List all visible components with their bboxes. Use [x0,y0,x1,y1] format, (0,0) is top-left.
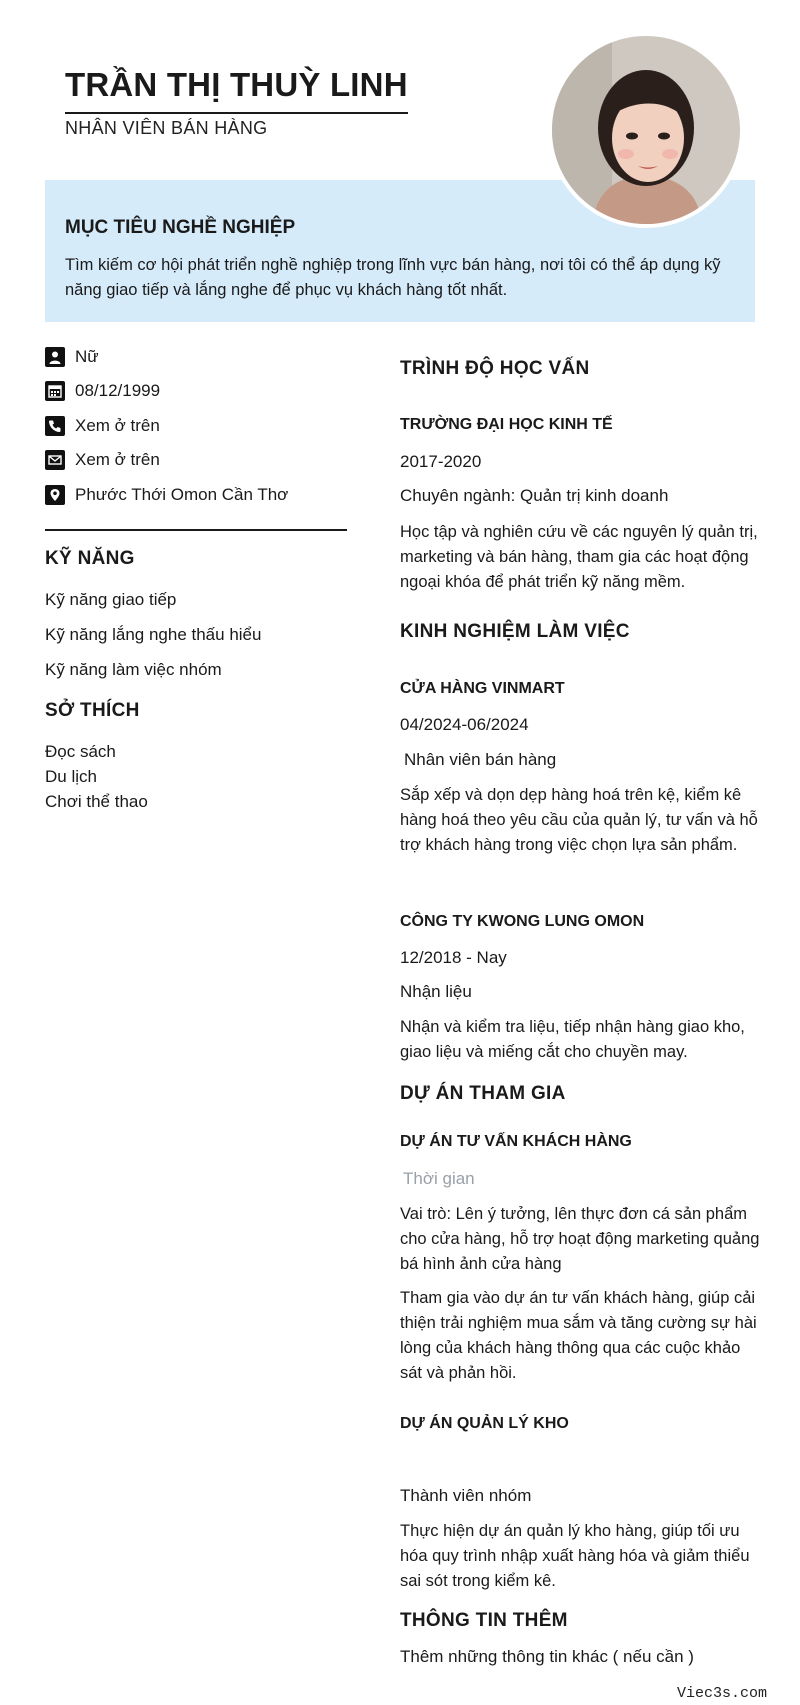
job-company: CÔNG TY KWONG LUNG OMON [400,913,645,930]
experience-title: KINH NGHIỆM LÀM VIỆC [400,621,630,642]
project-time-placeholder: Thời gian [403,1169,475,1188]
hobby-item: Chơi thể thao [45,792,148,811]
project-name: DỰ ÁN QUẢN LÝ KHO [400,1415,569,1432]
job-description: Sắp xếp và dọn dẹp hàng hoá trên kệ, kiểm kê hàng hoá theo yêu cầu của quản lý, tư vấn và hỗ trợ khách hàng trong việc chọn lựa sản phẩm. [400,786,758,854]
gender-value: Nữ [75,347,99,366]
email-row [45,448,160,472]
hobby-item: Du lịch [45,767,97,786]
location-pin-icon [45,485,65,505]
project-description: Thực hiện dự án quản lý kho hàng, giúp tối ưu hóa quy trình nhập xuất hàng hóa và giảm thiểu sai sót trong kiểm kê. [400,1522,750,1590]
address-row [45,483,288,507]
skill-item: Kỹ năng lắng nghe thấu hiểu [45,625,262,644]
job-period: 12/2018 - Nay [400,948,507,967]
education-period: 2017-2020 [400,452,482,471]
portrait-illustration [552,36,740,224]
birthday-row [45,379,160,403]
watermark: Viec3s.com [677,1685,768,1702]
hobbies-title: SỞ THÍCH [45,700,140,721]
job-position: NHÂN VIÊN BÁN HÀNG [65,118,268,138]
project-role: Vai trò: Lên ý tưởng, lên thực đơn cá sản phẩm cho cửa hàng, hỗ trợ hoạt động marketing quảng bá hình ảnh cửa hàng [400,1205,760,1273]
project-name: DỰ ÁN TƯ VẤN KHÁCH HÀNG [400,1133,632,1150]
skill-item: Kỹ năng giao tiếp [45,590,177,609]
hobby-item: Đọc sách [45,742,116,761]
profile-photo [548,32,744,228]
education-description: Học tập và nghiên cứu về các nguyên lý quản trị, marketing và bán hàng, tham gia các hoạt động ngoại khóa để phát triển kỹ năng mềm. [400,523,758,591]
mail-icon [45,450,65,470]
objective-title: MỤC TIÊU NGHỀ NGHIỆP [65,217,296,238]
job-role: Nhân viên bán hàng [404,750,557,769]
birthday-value: 08/12/1999 [75,381,161,400]
objective-text: Tìm kiếm cơ hội phát triển nghề nghiệp trong lĩnh vực bán hàng, nơi tôi có thể áp dụng kỹ năng giao tiếp và lắng nghe để phục vụ khách hàng tốt nhất. [65,256,721,299]
job-period: 04/2024-06/2024 [400,715,529,734]
education-major: Chuyên ngành: Quản trị kinh doanh [400,486,669,505]
project-role: Thành viên nhóm [400,1486,532,1505]
skill-item: Kỹ năng làm việc nhóm [45,660,222,679]
project-description: Tham gia vào dự án tư vấn khách hàng, giúp cải thiện trải nghiệm mua sắm và tăng cường sự hài lòng của khách hàng thông qua các cuộc khảo sát và phản hồi. [400,1289,757,1382]
gender-row [45,345,99,369]
extra-title: THÔNG TIN THÊM [400,1610,568,1631]
address-value: Phước Thới Omon Cần Thơ [75,485,289,504]
job-company: CỬA HÀNG VINMART [400,680,565,697]
candidate-name: TRẦN THỊ THUỲ LINH [65,64,408,114]
skills-title: KỸ NĂNG [45,548,135,569]
phone-row [45,414,160,438]
person-icon [45,347,65,367]
email-value: Xem ở trên [75,450,160,469]
school-name: TRƯỜNG ĐẠI HỌC KINH TẾ [400,416,613,433]
projects-title: DỰ ÁN THAM GIA [400,1083,566,1104]
phone-value: Xem ở trên [75,416,160,435]
phone-icon [45,416,65,436]
left-divider [45,529,347,531]
job-role: Nhận liệu [400,982,472,1001]
calendar-icon [45,381,65,401]
job-description: Nhận và kiểm tra liệu, tiếp nhận hàng giao kho, giao liệu và miếng cắt cho chuyền may. [400,1018,745,1061]
education-title: TRÌNH ĐỘ HỌC VẤN [400,358,590,379]
extra-text: Thêm những thông tin khác ( nếu cần ) [400,1647,694,1666]
